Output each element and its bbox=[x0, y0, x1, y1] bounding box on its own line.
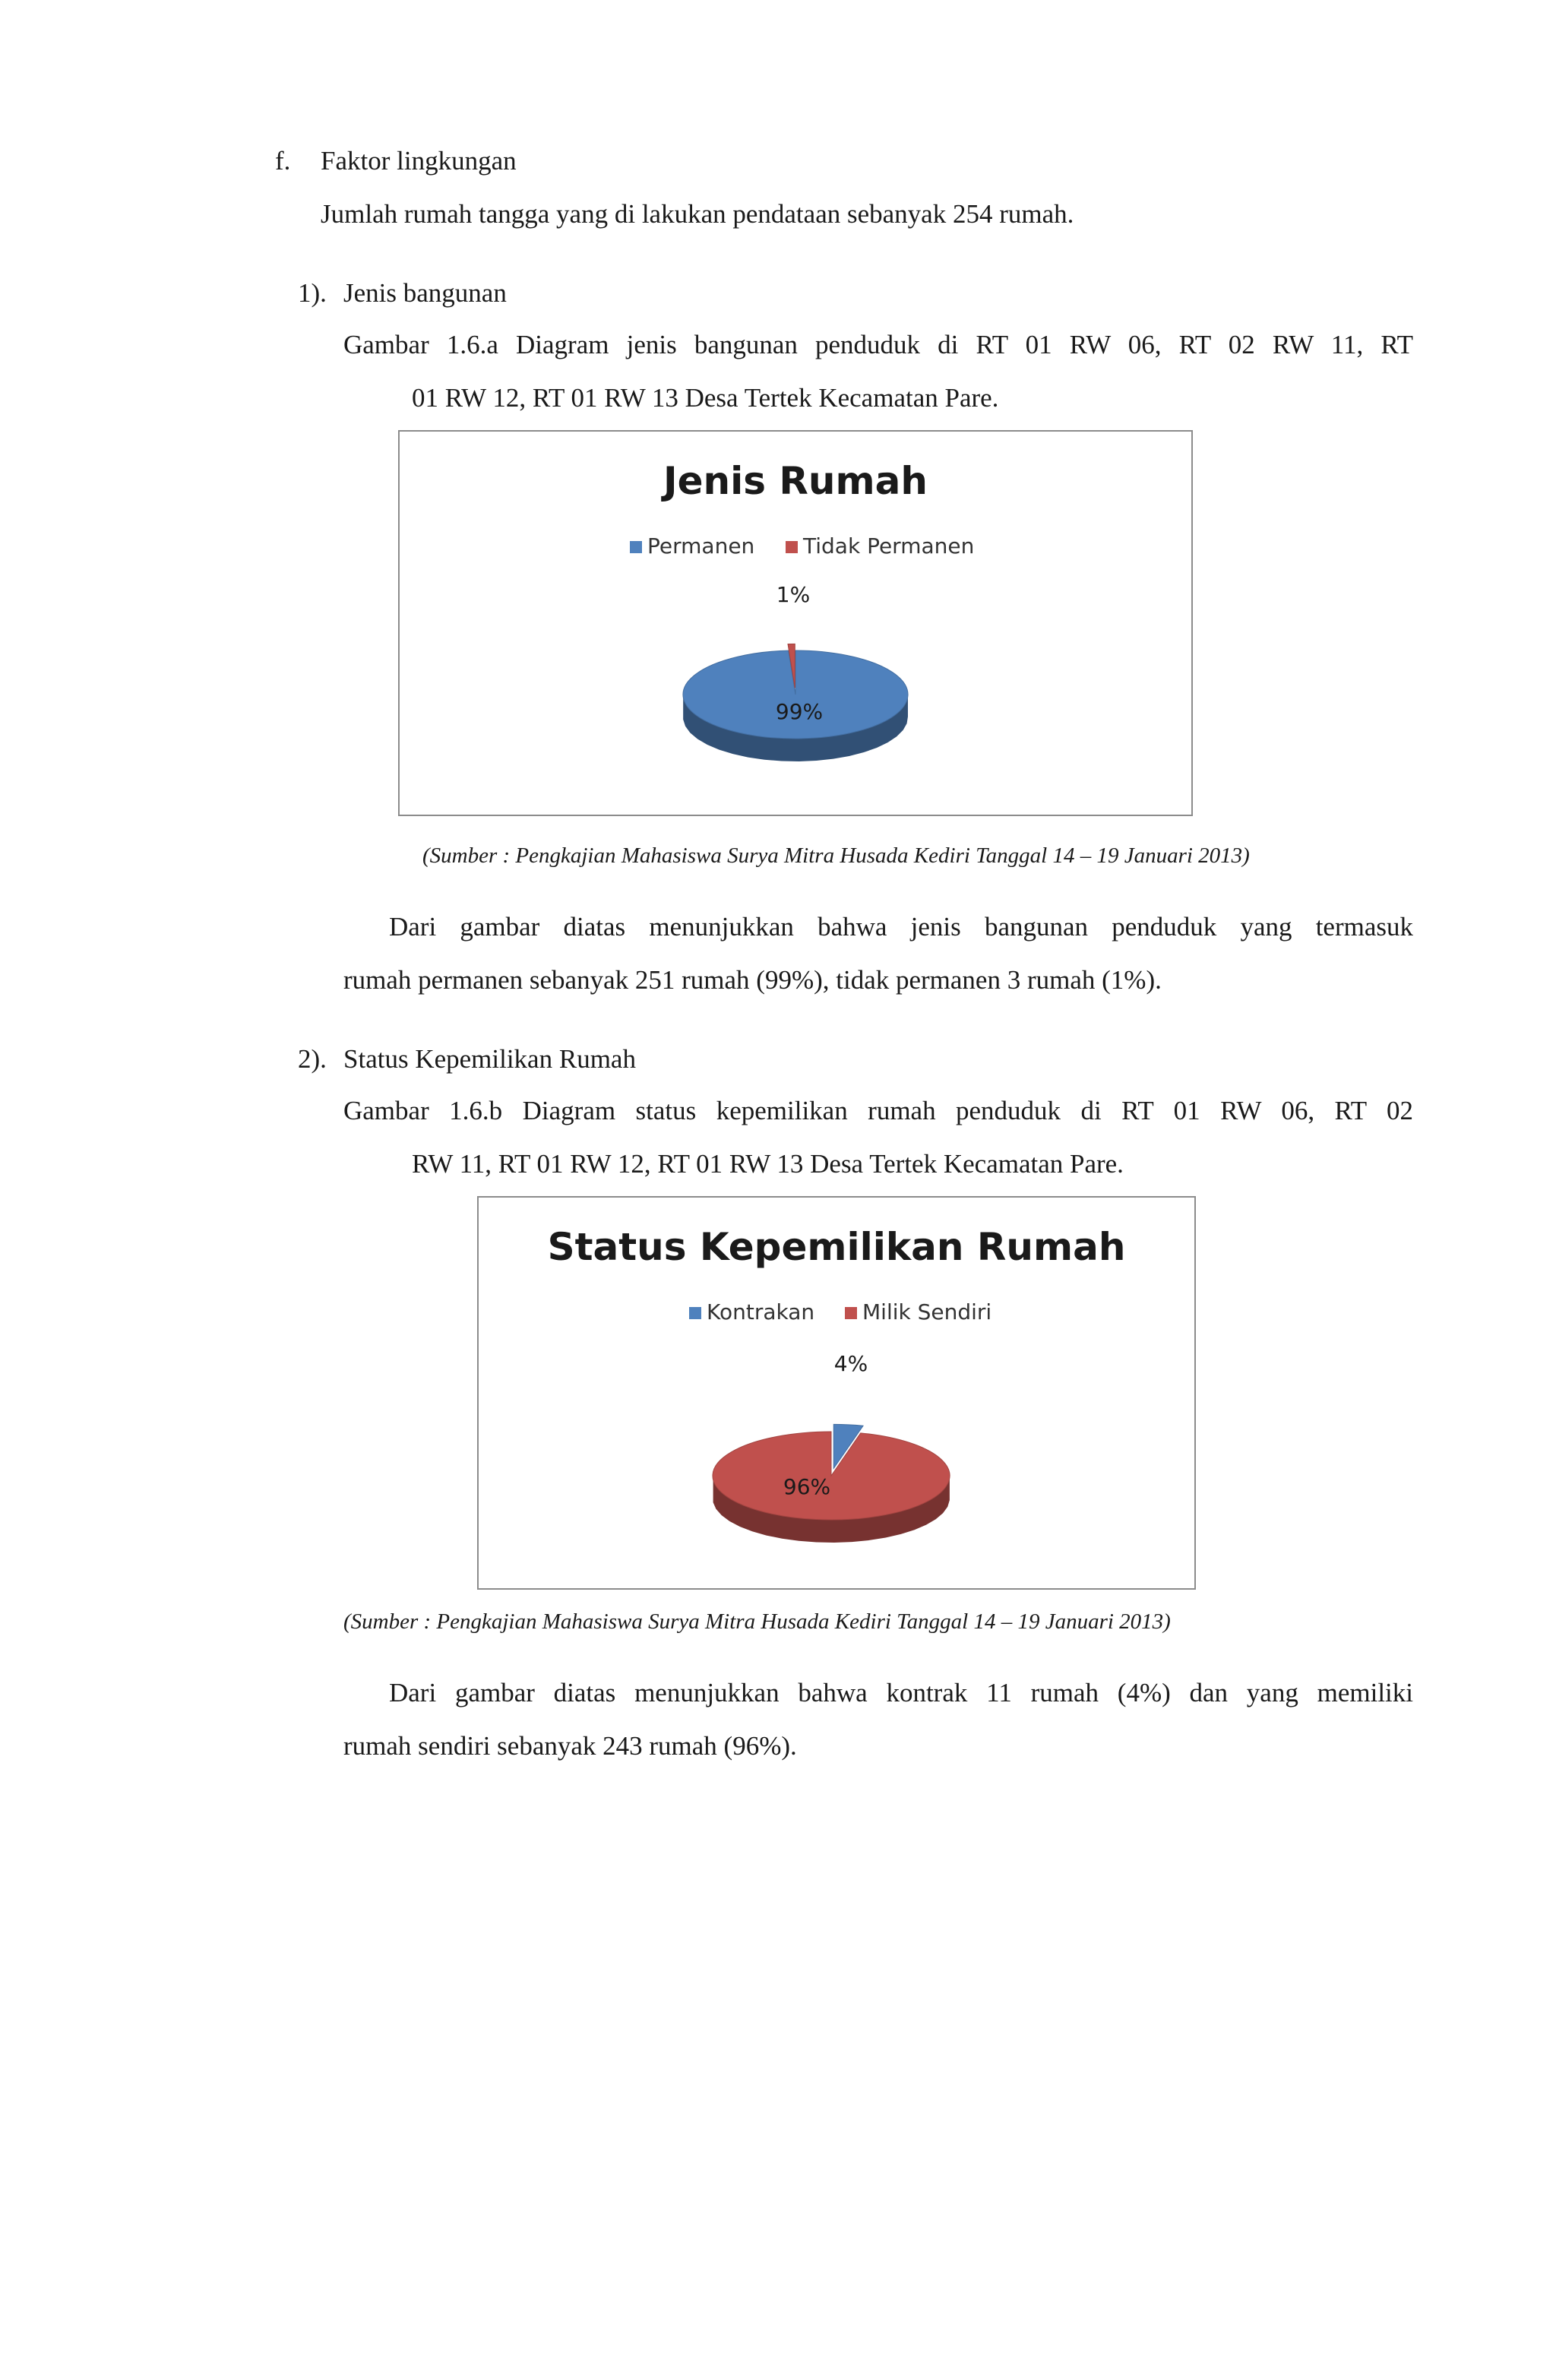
chart-jenis-rumah-svg bbox=[400, 432, 1191, 815]
item1-number: 1). bbox=[298, 278, 327, 308]
pie-slice-permanen bbox=[683, 650, 908, 739]
chart-status-kepemilikan-svg bbox=[479, 1198, 1194, 1588]
legend-swatch-permanen bbox=[630, 541, 642, 553]
chart-title: Status Kepemilikan Rumah bbox=[547, 1225, 1126, 1269]
legend-swatch-milik-sendiri bbox=[845, 1307, 857, 1319]
item2-paragraph-line1: Dari gambar diatas menunjukkan bahwa kontrak 11 rumah (4%) dan yang memiliki bbox=[389, 1678, 1413, 1707]
legend-label-permanen: Permanen bbox=[647, 533, 755, 559]
pie-status-kepemilikan bbox=[713, 1424, 950, 1543]
legend-label-tidak-permanen: Tidak Permanen bbox=[803, 533, 975, 559]
data-label-tidak-permanen: 1% bbox=[776, 582, 811, 607]
section-marker: f. bbox=[275, 146, 291, 176]
data-label-permanen: 99% bbox=[775, 699, 824, 724]
item1-source: (Sumber : Pengkajian Mahasiswa Surya Mitra Husada Kediri Tanggal 14 – 19 Januari 2013) bbox=[422, 843, 1250, 868]
data-label-milik-sendiri: 96% bbox=[783, 1474, 831, 1499]
item2-paragraph-line2: rumah sendiri sebanyak 243 rumah (96%). bbox=[343, 1731, 797, 1761]
legend-swatch-tidak-permanen bbox=[786, 541, 798, 553]
item1-paragraph-line2: rumah permanen sebanyak 251 rumah (99%), tidak permanen 3 rumah (1%). bbox=[343, 965, 1162, 995]
item2-source: (Sumber : Pengkajian Mahasiswa Surya Mitra Husada Kediri Tanggal 14 – 19 Januari 2013) bbox=[343, 1609, 1171, 1634]
item2-number: 2). bbox=[298, 1044, 327, 1074]
section-title: Faktor lingkungan bbox=[321, 146, 517, 176]
item2-title: Status Kepemilikan Rumah bbox=[343, 1044, 636, 1074]
chart-jenis-rumah bbox=[398, 430, 1193, 816]
chart-title: Jenis Rumah bbox=[663, 459, 928, 503]
item2-figure-caption-line2: RW 11, RT 01 RW 12, RT 01 RW 13 Desa Tertek Kecamatan Pare. bbox=[412, 1149, 1124, 1179]
item1-paragraph-line1: Dari gambar diatas menunjukkan bahwa jenis bangunan penduduk yang termasuk bbox=[389, 912, 1413, 942]
item1-figure-caption-line1: Gambar 1.6.a Diagram jenis bangunan penduduk di RT 01 RW 06, RT 02 RW 11, RT bbox=[343, 330, 1413, 359]
item2-figure-caption-line1: Gambar 1.6.b Diagram status kepemilikan rumah penduduk di RT 01 RW 06, RT 02 bbox=[343, 1096, 1413, 1125]
section-intro: Jumlah rumah tangga yang di lakukan pendataan sebanyak 254 rumah. bbox=[321, 199, 1074, 229]
legend-label-milik-sendiri: Milik Sendiri bbox=[862, 1299, 992, 1325]
legend-label-kontrakan: Kontrakan bbox=[707, 1299, 815, 1325]
item1-title: Jenis bangunan bbox=[343, 278, 507, 308]
item1-figure-caption-line2: 01 RW 12, RT 01 RW 13 Desa Tertek Kecamatan Pare. bbox=[412, 383, 999, 413]
chart-status-kepemilikan bbox=[477, 1196, 1196, 1590]
pie-slice-milik-sendiri bbox=[713, 1432, 950, 1520]
legend-swatch-kontrakan bbox=[689, 1307, 701, 1319]
data-label-kontrakan: 4% bbox=[833, 1351, 868, 1376]
